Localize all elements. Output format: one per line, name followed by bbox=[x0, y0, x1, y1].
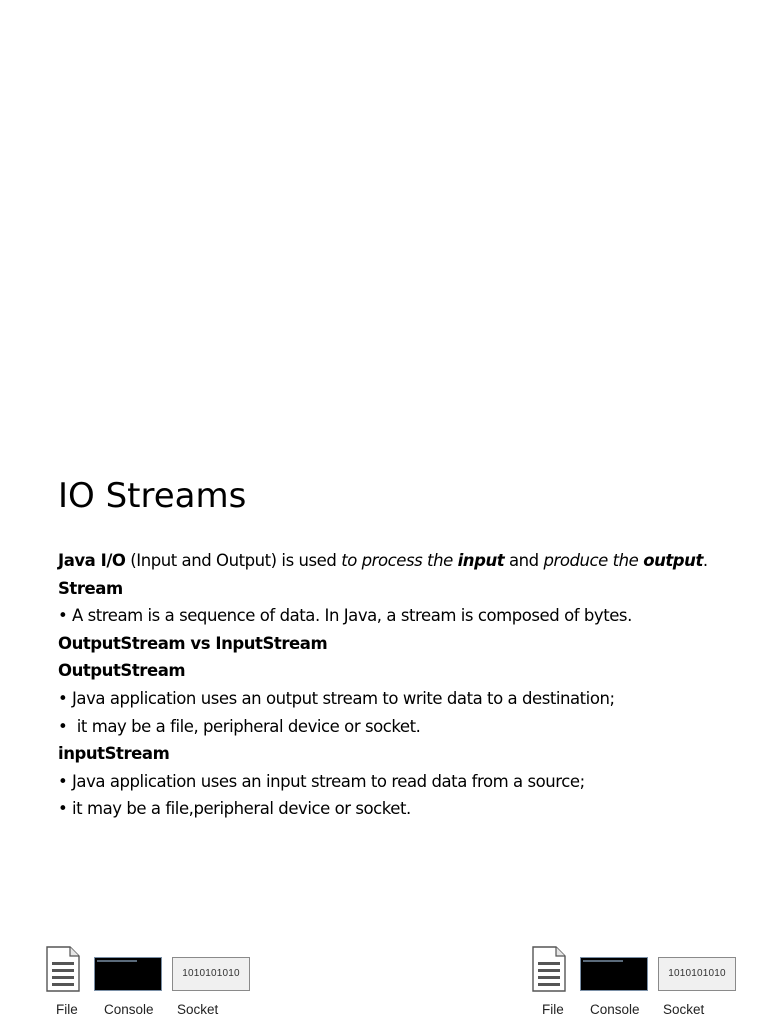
file-label: File bbox=[542, 1002, 564, 1017]
media-group-left bbox=[46, 946, 256, 1024]
output-stream-heading: OutputStream bbox=[58, 661, 186, 681]
java-io-term: Java I/O bbox=[58, 551, 126, 570]
console-label: Console bbox=[104, 1002, 154, 1017]
output-bullet-item bbox=[58, 685, 738, 713]
bullet-icon: • bbox=[58, 716, 68, 736]
input-bullet-text: Java application uses an input stream to read data from a source; bbox=[72, 771, 585, 791]
intro-and: and bbox=[504, 551, 544, 570]
bullet-icon: • bbox=[58, 688, 68, 708]
intro-output-term: output bbox=[643, 551, 703, 570]
stream-heading: Stream bbox=[58, 578, 123, 598]
socket-label: Socket bbox=[663, 1002, 705, 1017]
console-icon bbox=[94, 957, 162, 991]
socket-icon: 1010101010 bbox=[172, 957, 250, 991]
stream-bullet-text: A stream is a sequence of data. In Java, a stream is composed of bytes. bbox=[72, 606, 632, 626]
intro-paren: (Input and Output) is used bbox=[125, 551, 342, 570]
file-icon bbox=[532, 946, 566, 992]
file-icon bbox=[46, 946, 80, 992]
input-bullet-item bbox=[58, 768, 738, 796]
stream-bullet-item bbox=[58, 602, 738, 630]
bullet-icon: • bbox=[58, 799, 68, 819]
output-bullet-item bbox=[58, 713, 738, 741]
socket-icon: 1010101010 bbox=[658, 957, 736, 991]
slide-title: IO Streams bbox=[58, 476, 247, 516]
console-icon bbox=[580, 957, 648, 991]
media-group-right bbox=[532, 946, 742, 1024]
intro-input-term: input bbox=[457, 551, 505, 570]
slide-body bbox=[58, 547, 738, 823]
output-bullet-text: Java application uses an output stream to write data to a destination; bbox=[72, 688, 615, 708]
intro-period: . bbox=[702, 551, 708, 570]
intro-produce: produce the bbox=[543, 551, 644, 570]
intro-to-process: to process the bbox=[341, 551, 458, 570]
output-bullet-text: it may be a file, peripheral device or socket. bbox=[72, 716, 421, 736]
vs-heading: OutputStream vs InputStream bbox=[58, 633, 328, 653]
file-label: File bbox=[56, 1002, 78, 1017]
input-bullet-item bbox=[58, 795, 738, 823]
socket-label: Socket bbox=[177, 1002, 219, 1017]
input-bullet-text: it may be a file,peripheral device or socket. bbox=[72, 799, 411, 819]
intro-line bbox=[58, 547, 738, 575]
console-label: Console bbox=[590, 1002, 640, 1017]
input-stream-heading: inputStream bbox=[58, 744, 170, 764]
bullet-icon: • bbox=[58, 771, 68, 791]
bullet-icon: • bbox=[58, 606, 68, 626]
